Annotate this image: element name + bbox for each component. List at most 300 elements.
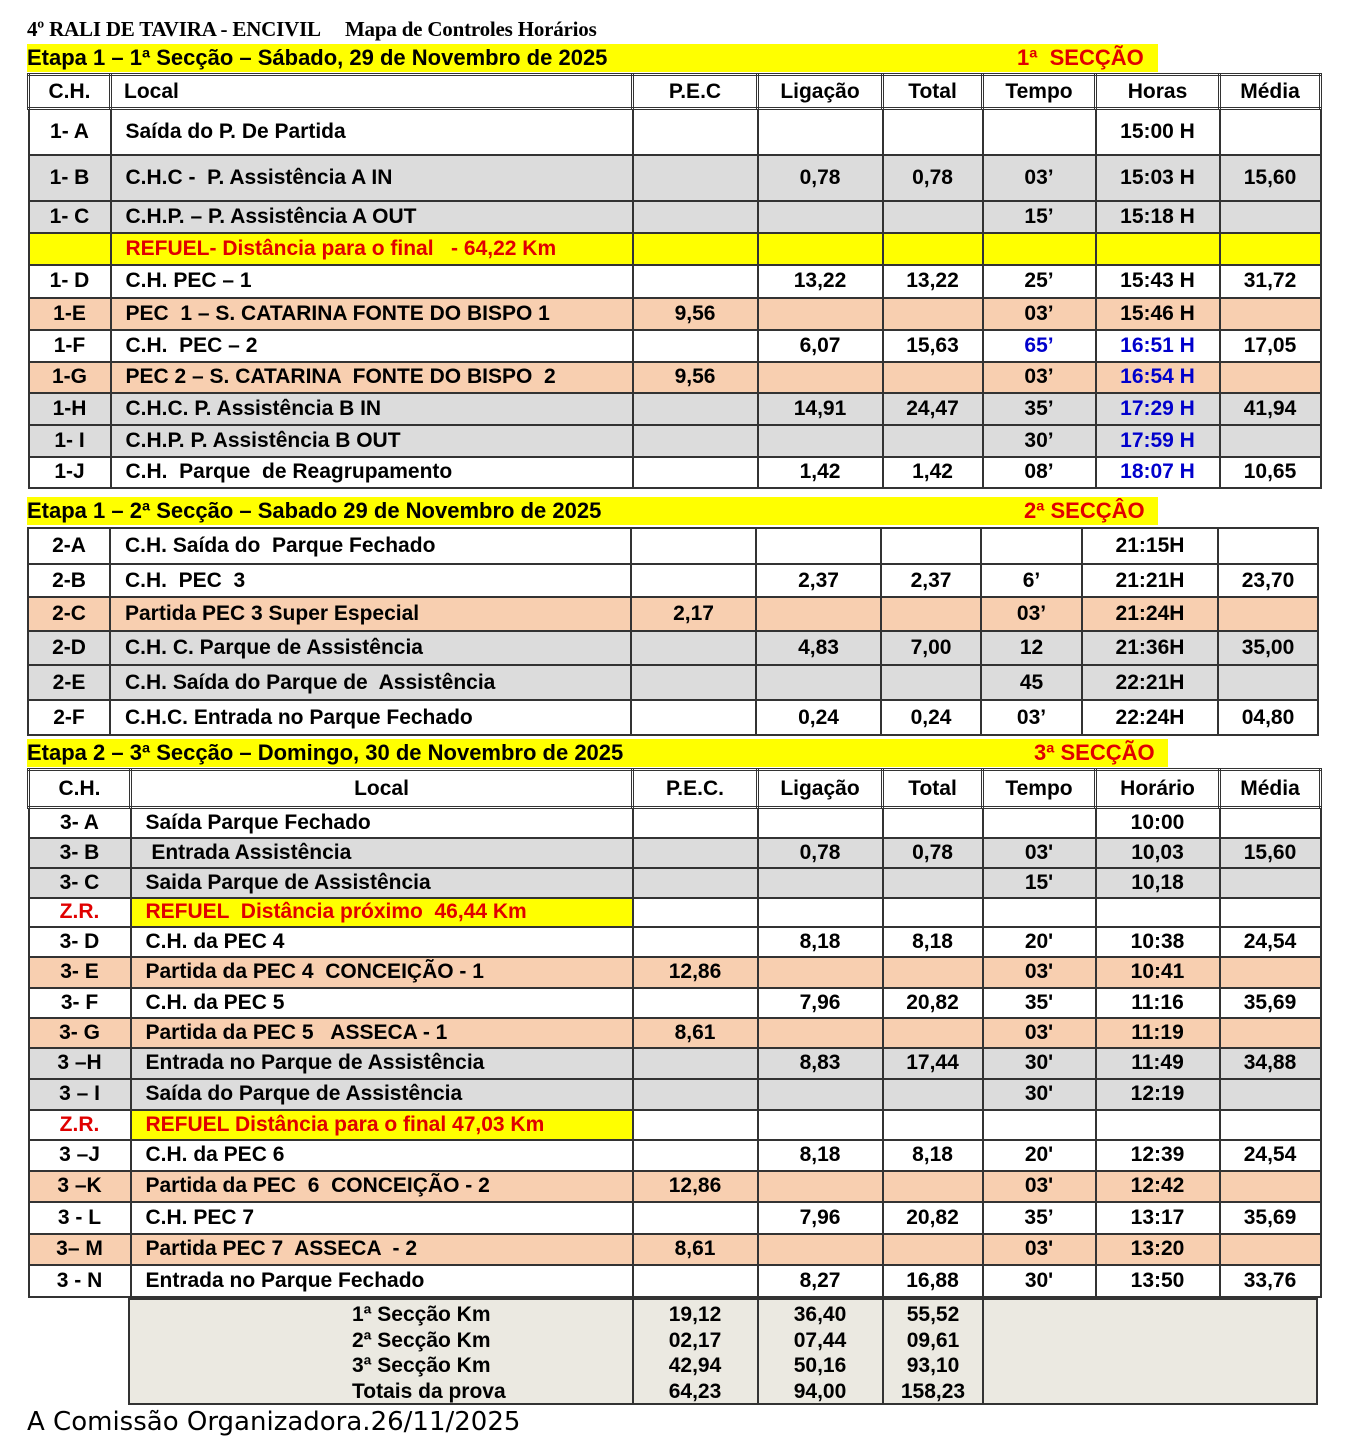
cell-tempo: 30' bbox=[983, 1048, 1096, 1079]
cell-tempo: 08’ bbox=[983, 457, 1096, 488]
cell-tempo: 03' bbox=[983, 1018, 1096, 1048]
cell-total: 24,47 bbox=[883, 393, 983, 425]
cell-ch: 3 –K bbox=[29, 1171, 131, 1202]
cell-ch: 2-D bbox=[28, 631, 110, 665]
cell-pec bbox=[633, 927, 758, 957]
cell-ch: 3 –H bbox=[29, 1048, 131, 1079]
cell-ligacao bbox=[758, 1234, 883, 1265]
cell-ligacao bbox=[758, 868, 883, 898]
cell-horas: 17:59 H bbox=[1096, 425, 1220, 457]
cell-media bbox=[1220, 808, 1321, 838]
cell-tempo: 30' bbox=[983, 1265, 1096, 1297]
cell-pec bbox=[633, 1140, 758, 1171]
cell-ch: 3- D bbox=[29, 927, 131, 957]
cell-ligacao: 8,18 bbox=[758, 927, 883, 957]
table-row bbox=[29, 927, 1321, 957]
table-row bbox=[29, 1171, 1321, 1202]
totals-label: Totais da prova bbox=[352, 1379, 506, 1403]
totals-label: 2ª Secção Km bbox=[352, 1328, 491, 1352]
cell-tempo: 45 bbox=[981, 665, 1082, 700]
cell-media: 41,94 bbox=[1220, 393, 1321, 425]
cell-local: Partida da PEC 5 ASSECA - 1 bbox=[131, 1018, 633, 1048]
cell-horas: 16:54 H bbox=[1096, 362, 1220, 393]
cell-horas: 11:49 bbox=[1096, 1048, 1220, 1079]
header-ligacao: Ligação bbox=[758, 770, 883, 808]
cell-tempo: 03’ bbox=[981, 700, 1082, 735]
cell-ligacao bbox=[758, 957, 883, 988]
cell-ch: 1-J bbox=[29, 457, 111, 488]
cell-horas: 21:24H bbox=[1082, 597, 1218, 631]
cell-tempo: 15' bbox=[983, 868, 1096, 898]
cell-media bbox=[1220, 1234, 1321, 1265]
section-2-table bbox=[27, 527, 1319, 736]
cell-local: Entrada Assistência bbox=[131, 838, 633, 868]
cell-ligacao: 7,96 bbox=[758, 1202, 883, 1234]
section-label: 2ª SECÇÂO bbox=[1024, 498, 1145, 523]
cell-ch: 3- A bbox=[29, 808, 131, 838]
table-row bbox=[29, 1140, 1321, 1171]
table-row bbox=[29, 201, 1321, 233]
cell-local: Entrada no Parque de Assistência bbox=[131, 1048, 633, 1079]
cell-horas: 11:19 bbox=[1096, 1018, 1220, 1048]
cell-media bbox=[1220, 233, 1321, 265]
cell-horas: 12:39 bbox=[1096, 1140, 1220, 1171]
totals-total: 158,23 bbox=[900, 1379, 966, 1403]
cell-media bbox=[1218, 665, 1318, 700]
cell-tempo: 03’ bbox=[983, 362, 1096, 393]
cell-ligacao bbox=[758, 109, 883, 155]
cell-horas: 10:00 bbox=[1096, 808, 1220, 838]
cell-tempo: 20' bbox=[983, 1140, 1096, 1171]
cell-horas: 10:38 bbox=[1096, 927, 1220, 957]
cell-total bbox=[881, 665, 981, 700]
table-header bbox=[29, 770, 1321, 808]
table-row bbox=[28, 700, 1318, 735]
cell-total: 16,88 bbox=[883, 1265, 983, 1297]
cell-ligacao: 2,37 bbox=[756, 564, 881, 597]
cell-ch: Z.R. bbox=[29, 1110, 131, 1140]
cell-total bbox=[883, 1079, 983, 1110]
table-row bbox=[29, 838, 1321, 868]
cell-media: 24,54 bbox=[1220, 1140, 1321, 1171]
cell-pec bbox=[631, 665, 756, 700]
cell-pec bbox=[633, 868, 758, 898]
cell-tempo: 03' bbox=[983, 1234, 1096, 1265]
table-row bbox=[29, 362, 1321, 393]
header-local: Local bbox=[131, 770, 633, 808]
cell-ligacao: 0,78 bbox=[758, 155, 883, 201]
cell-horas: 15:00 H bbox=[1096, 109, 1220, 155]
cell-tempo: 65’ bbox=[983, 330, 1096, 362]
cell-pec bbox=[633, 838, 758, 868]
cell-total: 20,82 bbox=[883, 988, 983, 1018]
cell-local: Partida PEC 3 Super Especial bbox=[110, 597, 631, 631]
cell-horas: 15:46 H bbox=[1096, 298, 1220, 330]
cell-pec bbox=[633, 457, 758, 488]
table-row bbox=[29, 233, 1321, 265]
cell-tempo bbox=[983, 808, 1096, 838]
cell-total bbox=[883, 1171, 983, 1202]
cell-ligacao bbox=[758, 1079, 883, 1110]
cell-tempo: 03’ bbox=[983, 155, 1096, 201]
cell-ligacao: 6,07 bbox=[758, 330, 883, 362]
header-horas: Horas bbox=[1096, 75, 1220, 109]
cell-total: 20,82 bbox=[883, 1202, 983, 1234]
table-row bbox=[29, 298, 1321, 330]
cell-pec: 2,17 bbox=[631, 597, 756, 631]
cell-horas bbox=[1096, 1110, 1220, 1140]
cell-local: Partida da PEC 4 CONCEIÇÃO - 1 bbox=[131, 957, 633, 988]
section-3-table bbox=[27, 768, 1322, 1298]
cell-ch: 3 - L bbox=[29, 1202, 131, 1234]
cell-local: C.H.P. P. Assistência B OUT bbox=[111, 425, 633, 457]
totals-pec: 02,17 bbox=[668, 1328, 722, 1352]
stage-label: Etapa 1 – 1ª Secção – Sábado, 29 de Novembro de 2025 bbox=[27, 45, 608, 70]
table-row bbox=[29, 109, 1321, 155]
table-row bbox=[29, 1110, 1321, 1140]
cell-ch: 2-F bbox=[28, 700, 110, 735]
cell-ch bbox=[29, 233, 111, 265]
header-pec: P.E.C. bbox=[633, 770, 758, 808]
stage-label: Etapa 2 – 3ª Secção – Domingo, 30 de Novembro de 2025 bbox=[27, 740, 624, 765]
cell-media: 35,69 bbox=[1220, 1202, 1321, 1234]
header-pec: P.E.C bbox=[633, 75, 758, 109]
cell-horas: 22:24H bbox=[1082, 700, 1218, 735]
cell-pec bbox=[633, 201, 758, 233]
cell-total bbox=[883, 898, 983, 927]
cell-pec: 8,61 bbox=[633, 1018, 758, 1048]
cell-local: C.H. Parque de Reagrupamento bbox=[111, 457, 633, 488]
cell-ch: 1- I bbox=[29, 425, 111, 457]
cell-tempo: 35’ bbox=[983, 1202, 1096, 1234]
cell-horas: 10:41 bbox=[1096, 957, 1220, 988]
cell-media: 31,72 bbox=[1220, 265, 1321, 298]
totals-row bbox=[130, 1328, 1316, 1353]
table-row bbox=[29, 1265, 1321, 1297]
cell-local: REFUEL Distância próximo 46,44 Km bbox=[131, 898, 633, 927]
cell-pec: 12,86 bbox=[633, 957, 758, 988]
cell-local: C.H. C. Parque de Assistência bbox=[110, 631, 631, 665]
header-total: Total bbox=[883, 770, 983, 808]
cell-pec bbox=[633, 330, 758, 362]
cell-pec bbox=[633, 1110, 758, 1140]
table-row bbox=[29, 1048, 1321, 1079]
cell-pec bbox=[633, 988, 758, 1018]
totals-row bbox=[130, 1302, 1316, 1327]
cell-tempo: 12 bbox=[981, 631, 1082, 665]
cell-media bbox=[1220, 898, 1321, 927]
cell-local: PEC 1 – S. CATARINA FONTE DO BISPO 1 bbox=[111, 298, 633, 330]
totals-block bbox=[128, 1298, 1318, 1405]
cell-horas: 10,03 bbox=[1096, 838, 1220, 868]
section-3-band bbox=[27, 739, 1168, 767]
cell-ch: 1- C bbox=[29, 201, 111, 233]
cell-ligacao bbox=[758, 898, 883, 927]
cell-tempo: 03’ bbox=[981, 597, 1082, 631]
table-row bbox=[28, 528, 1318, 564]
cell-total: 0,24 bbox=[881, 700, 981, 735]
cell-pec bbox=[631, 564, 756, 597]
header-horario: Horário bbox=[1096, 770, 1220, 808]
cell-ch: 3 – I bbox=[29, 1079, 131, 1110]
cell-ligacao bbox=[758, 425, 883, 457]
cell-total bbox=[883, 957, 983, 988]
cell-horas: 21:36H bbox=[1082, 631, 1218, 665]
cell-ligacao: 1,42 bbox=[758, 457, 883, 488]
cell-horas: 15:03 H bbox=[1096, 155, 1220, 201]
cell-pec bbox=[633, 233, 758, 265]
cell-media: 10,65 bbox=[1220, 457, 1321, 488]
cell-total bbox=[883, 362, 983, 393]
section-2-band bbox=[27, 497, 1158, 525]
cell-media: 15,60 bbox=[1220, 838, 1321, 868]
cell-total bbox=[883, 808, 983, 838]
table-row bbox=[29, 868, 1321, 898]
totals-ligacao: 50,16 bbox=[793, 1354, 847, 1377]
cell-total bbox=[883, 1018, 983, 1048]
cell-pec bbox=[633, 1079, 758, 1110]
cell-media bbox=[1218, 597, 1318, 631]
cell-pec: 12,86 bbox=[633, 1171, 758, 1202]
cell-media bbox=[1220, 425, 1321, 457]
cell-total: 8,18 bbox=[883, 927, 983, 957]
table-row bbox=[29, 330, 1321, 362]
cell-horas: 13:17 bbox=[1096, 1202, 1220, 1234]
cell-local: Saída do Parque de Assistência bbox=[131, 1079, 633, 1110]
cell-ligacao bbox=[758, 233, 883, 265]
cell-ch: 2-C bbox=[28, 597, 110, 631]
cell-pec bbox=[633, 425, 758, 457]
cell-total: 15,63 bbox=[883, 330, 983, 362]
cell-horas: 13:50 bbox=[1096, 1265, 1220, 1297]
totals-pec: 64,23 bbox=[668, 1379, 722, 1403]
cell-ch: 3- G bbox=[29, 1018, 131, 1048]
cell-local: C.H. PEC – 2 bbox=[111, 330, 633, 362]
section-1-table bbox=[27, 73, 1322, 489]
cell-ch: 3 - N bbox=[29, 1265, 131, 1297]
cell-media: 15,60 bbox=[1220, 155, 1321, 201]
cell-total bbox=[881, 528, 981, 564]
table-row bbox=[29, 265, 1321, 298]
cell-media bbox=[1220, 1171, 1321, 1202]
cell-local: C.H. PEC 3 bbox=[110, 564, 631, 597]
cell-local: C.H. PEC 7 bbox=[131, 1202, 633, 1234]
cell-ligacao: 13,22 bbox=[758, 265, 883, 298]
cell-ch: 3– M bbox=[29, 1234, 131, 1265]
totals-label: 3ª Secção Km bbox=[352, 1354, 491, 1377]
cell-horas bbox=[1096, 233, 1220, 265]
cell-total bbox=[883, 201, 983, 233]
cell-ligacao bbox=[758, 362, 883, 393]
cell-total: 2,37 bbox=[881, 564, 981, 597]
cell-media: 17,05 bbox=[1220, 330, 1321, 362]
cell-ligacao: 14,91 bbox=[758, 393, 883, 425]
section-label: 3ª SECÇÃO bbox=[1034, 740, 1155, 765]
section-1-band bbox=[27, 44, 1158, 72]
cell-ligacao: 0,78 bbox=[758, 838, 883, 868]
cell-tempo: 35' bbox=[983, 988, 1096, 1018]
cell-media: 04,80 bbox=[1218, 700, 1318, 735]
footer-signature: A Comissão Organizadora.26/11/2025 bbox=[27, 1407, 521, 1437]
cell-tempo: 15’ bbox=[983, 201, 1096, 233]
totals-row bbox=[130, 1379, 1316, 1404]
cell-tempo: 30' bbox=[983, 1079, 1096, 1110]
cell-total: 0,78 bbox=[883, 155, 983, 201]
table-row bbox=[29, 425, 1321, 457]
cell-horas: 12:42 bbox=[1096, 1171, 1220, 1202]
cell-tempo bbox=[983, 898, 1096, 927]
header-media: Média bbox=[1220, 75, 1321, 109]
cell-local: C.H. Saída do Parque Fechado bbox=[110, 528, 631, 564]
cell-pec bbox=[633, 109, 758, 155]
table-row bbox=[29, 1018, 1321, 1048]
cell-ch: 1- D bbox=[29, 265, 111, 298]
table-row bbox=[28, 665, 1318, 700]
cell-ch: 1-E bbox=[29, 298, 111, 330]
table-row bbox=[29, 1234, 1321, 1265]
cell-ligacao bbox=[758, 1171, 883, 1202]
cell-media bbox=[1218, 528, 1318, 564]
cell-ch: 3- C bbox=[29, 868, 131, 898]
cell-tempo: 35’ bbox=[983, 393, 1096, 425]
cell-horas: 18:07 H bbox=[1096, 457, 1220, 488]
cell-total bbox=[883, 109, 983, 155]
header-ligacao: Ligação bbox=[758, 75, 883, 109]
cell-ligacao: 8,27 bbox=[758, 1265, 883, 1297]
cell-ch: 1-F bbox=[29, 330, 111, 362]
cell-pec bbox=[633, 808, 758, 838]
cell-tempo: 03' bbox=[983, 838, 1096, 868]
cell-local: Saída Parque Fechado bbox=[131, 808, 633, 838]
cell-tempo: 6’ bbox=[981, 564, 1082, 597]
cell-media: 23,70 bbox=[1218, 564, 1318, 597]
cell-local: Saida Parque de Assistência bbox=[131, 868, 633, 898]
cell-total bbox=[883, 868, 983, 898]
totals-total: 93,10 bbox=[906, 1354, 960, 1377]
totals-pec: 19,12 bbox=[668, 1303, 722, 1326]
cell-pec bbox=[633, 1202, 758, 1234]
cell-total bbox=[883, 233, 983, 265]
totals-ligacao: 36,40 bbox=[793, 1303, 847, 1326]
cell-ligacao bbox=[758, 1018, 883, 1048]
cell-ligacao: 8,83 bbox=[758, 1048, 883, 1079]
cell-local: Saída do P. De Partida bbox=[111, 109, 633, 155]
cell-total: 1,42 bbox=[883, 457, 983, 488]
table-row bbox=[29, 1079, 1321, 1110]
cell-ch: 2-E bbox=[28, 665, 110, 700]
cell-ligacao: 8,18 bbox=[758, 1140, 883, 1171]
cell-local: C.H. da PEC 6 bbox=[131, 1140, 633, 1171]
table-row bbox=[29, 155, 1321, 201]
cell-horas: 21:21H bbox=[1082, 564, 1218, 597]
cell-pec bbox=[633, 1265, 758, 1297]
totals-pec: 42,94 bbox=[668, 1354, 722, 1377]
cell-media bbox=[1220, 201, 1321, 233]
table-row bbox=[29, 988, 1321, 1018]
cell-ligacao bbox=[756, 665, 881, 700]
cell-media: 35,69 bbox=[1220, 988, 1321, 1018]
table-row bbox=[29, 393, 1321, 425]
cell-media bbox=[1220, 957, 1321, 988]
cell-ligacao bbox=[756, 597, 881, 631]
cell-tempo bbox=[983, 1110, 1096, 1140]
cell-horas: 15:43 H bbox=[1096, 265, 1220, 298]
cell-local: Entrada no Parque Fechado bbox=[131, 1265, 633, 1297]
totals-total: 55,52 bbox=[906, 1303, 960, 1326]
cell-media: 33,76 bbox=[1220, 1265, 1321, 1297]
header-tempo: Tempo bbox=[983, 770, 1096, 808]
table-header bbox=[29, 75, 1321, 109]
cell-total: 7,00 bbox=[881, 631, 981, 665]
cell-pec bbox=[633, 898, 758, 927]
cell-ligacao bbox=[758, 808, 883, 838]
cell-horas bbox=[1096, 898, 1220, 927]
cell-horas: 16:51 H bbox=[1096, 330, 1220, 362]
cell-local: C.H. PEC – 1 bbox=[111, 265, 633, 298]
cell-horas: 17:29 H bbox=[1096, 393, 1220, 425]
cell-ch: 3 –J bbox=[29, 1140, 131, 1171]
cell-tempo: 30’ bbox=[983, 425, 1096, 457]
header-total: Total bbox=[883, 75, 983, 109]
cell-ch: 3- E bbox=[29, 957, 131, 988]
cell-tempo: 03’ bbox=[983, 298, 1096, 330]
totals-ligacao: 94,00 bbox=[793, 1379, 847, 1403]
cell-ligacao bbox=[758, 1110, 883, 1140]
cell-total: 17,44 bbox=[883, 1048, 983, 1079]
cell-total: 0,78 bbox=[883, 838, 983, 868]
table-row bbox=[29, 898, 1321, 927]
cell-media: 34,88 bbox=[1220, 1048, 1321, 1079]
table-row bbox=[28, 564, 1318, 597]
cell-ch: 1- B bbox=[29, 155, 111, 201]
cell-ligacao bbox=[758, 201, 883, 233]
cell-pec bbox=[633, 265, 758, 298]
cell-total: 8,18 bbox=[883, 1140, 983, 1171]
cell-ligacao bbox=[758, 298, 883, 330]
cell-tempo bbox=[983, 233, 1096, 265]
cell-horas: 21:15H bbox=[1082, 528, 1218, 564]
cell-local: REFUEL Distância para o final 47,03 Km bbox=[131, 1110, 633, 1140]
table-row bbox=[29, 808, 1321, 838]
cell-local: Partida da PEC 6 CONCEIÇÃO - 2 bbox=[131, 1171, 633, 1202]
cell-local: C.H.C. Entrada no Parque Fechado bbox=[110, 700, 631, 735]
table-row bbox=[28, 631, 1318, 665]
cell-tempo bbox=[981, 528, 1082, 564]
cell-ch: 1-H bbox=[29, 393, 111, 425]
cell-local: C.H. Saída do Parque de Assistência bbox=[110, 665, 631, 700]
cell-local: C.H. da PEC 5 bbox=[131, 988, 633, 1018]
cell-media bbox=[1220, 868, 1321, 898]
totals-label: 1ª Secção Km bbox=[352, 1303, 491, 1326]
cell-tempo: 25’ bbox=[983, 265, 1096, 298]
cell-ch: 2-B bbox=[28, 564, 110, 597]
stage-label: Etapa 1 – 2ª Secção – Sabado 29 de Novembro de 2025 bbox=[27, 498, 602, 523]
cell-media bbox=[1220, 1018, 1321, 1048]
document-title: 4º RALI DE TAVIRA - ENCIVIL Mapa de Controles Horários bbox=[27, 17, 597, 41]
cell-local: C.H.P. – P. Assistência A OUT bbox=[111, 201, 633, 233]
table-row bbox=[29, 957, 1321, 988]
cell-ch: 1- A bbox=[29, 109, 111, 155]
cell-local: REFUEL- Distância para o final - 64,22 Km bbox=[111, 233, 633, 265]
cell-media bbox=[1220, 1079, 1321, 1110]
table-row bbox=[28, 597, 1318, 631]
cell-pec bbox=[631, 528, 756, 564]
cell-total bbox=[883, 298, 983, 330]
header-local: Local bbox=[111, 75, 633, 109]
cell-horas: 10,18 bbox=[1096, 868, 1220, 898]
cell-media bbox=[1220, 298, 1321, 330]
cell-ch: Z.R. bbox=[29, 898, 131, 927]
